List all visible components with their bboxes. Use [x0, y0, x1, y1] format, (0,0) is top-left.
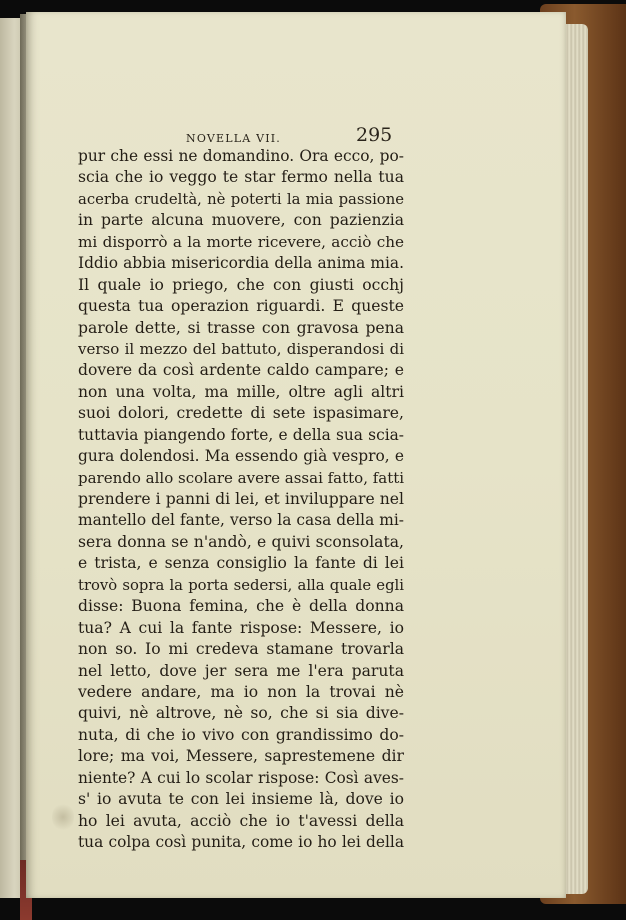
- text-line: vedere andare, ma io non la trovai nè: [78, 682, 404, 701]
- page-stain: [52, 802, 74, 832]
- text-line: non una volta, ma mille, oltre agli altri: [78, 382, 404, 401]
- text-line: tua colpa così punita, come io ho lei della: [78, 833, 404, 851]
- text-line: parendo allo scolare avere assai fatto, fatti: [78, 468, 405, 487]
- text-line: lore; ma voi, Messere, saprestemene dir: [78, 747, 404, 766]
- text-line: ho lei avuta, acciò che io t'avessi della: [78, 811, 404, 830]
- text-line: nuta, di che io vivo con grandissimo do-: [78, 725, 404, 744]
- text-line: tuttavia piangendo forte, e della sua scia-: [78, 425, 404, 444]
- page-number: 295: [356, 124, 393, 146]
- text-line: tua? A cui la fante rispose: Messere, io: [78, 618, 404, 637]
- text-line: prendere i panni di lei, et inviluppare nel: [78, 490, 404, 508]
- text-line: niente? A cui lo scolar rispose: Così aves-: [78, 768, 404, 787]
- text-line: e trista, e senza consiglio la fante di lei: [78, 554, 404, 573]
- text-line: Iddio abbia misericordia della anima mia.: [78, 254, 404, 273]
- text-line: s' io avuta te con lei insieme là, dove io: [78, 790, 404, 809]
- text-line: disse: Buona femina, che è della donna: [78, 597, 404, 616]
- text-line: Il quale io priego, che con giusti occhj: [78, 275, 404, 294]
- text-line: sera donna se n'andò, e quivi sconsolata,: [78, 532, 404, 551]
- text-line: dovere da così ardente caldo campare; e: [78, 361, 404, 380]
- text-line: suoi dolori, credette di sete ispasimare,: [78, 404, 404, 423]
- text-line: pur che essi ne domandino. Ora ecco, po-: [78, 147, 404, 165]
- text-line: mantello del fante, verso la casa della mi-: [78, 511, 404, 530]
- running-head: NOVELLA VII.: [186, 132, 282, 145]
- body-text: [78, 146, 404, 853]
- text-line: verso il mezzo del battuto, disperandosi di: [78, 339, 404, 358]
- text-line: trovò sopra la porta sedersi, alla quale egli: [78, 576, 404, 594]
- text-line: parole dette, si trasse con gravosa pena: [78, 318, 404, 337]
- text-line: scia che io veggo te star fermo nella tua: [78, 168, 404, 187]
- text-line: nel letto, dove jer sera me l'era paruta: [78, 661, 404, 680]
- text-line: acerba crudeltà, nè poterti la mia passione: [78, 190, 404, 208]
- text-line: questa tua operazion riguardi. E queste: [78, 297, 404, 316]
- text-line: non so. Io mi credeva stamane trovarla: [78, 640, 404, 659]
- text-line: gura dolendosi. Ma essendo già vespro, e: [78, 447, 404, 466]
- text-line: quivi, nè altrove, nè so, che si sia dive-: [78, 704, 404, 723]
- text-line: in parte alcuna muovere, con pazienzia: [78, 211, 404, 230]
- text-line: mi disporrò a la morte ricevere, acciò che: [78, 232, 404, 251]
